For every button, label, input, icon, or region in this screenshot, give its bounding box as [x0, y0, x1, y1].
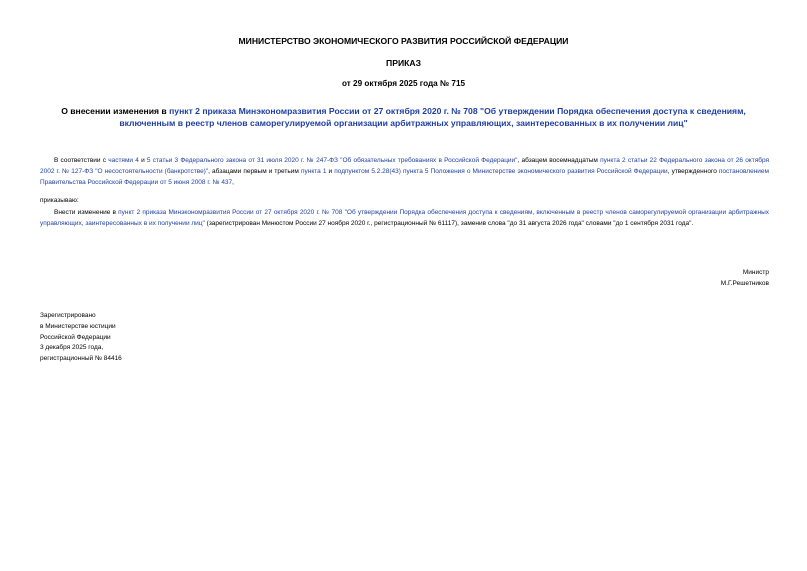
basis-link-1[interactable]: частями 4: [108, 157, 139, 164]
amend-text-1: Внести изменение в: [54, 209, 119, 216]
registration-line-5: регистрационный № 84416: [40, 355, 122, 363]
basis-text-4: , абзацами первым и третьим: [208, 167, 301, 175]
ministry-heading: МИНИСТЕРСТВО ЭКОНОМИЧЕСКОГО РАЗВИТИЯ РОССИЙСКОЙ ФЕДЕРАЦИИ: [238, 36, 569, 46]
registration-line-1: Зарегистрировано: [40, 312, 96, 319]
registration-line-4: 3 декабря 2025 года,: [40, 344, 104, 352]
basis-link-4[interactable]: пункта 1: [300, 167, 327, 175]
basis-link-6[interactable]: постановлением Правительства Российской Федерации от 5 июня 2008 г. № 437: [40, 167, 769, 186]
signer-name: М.Г.Решетников: [720, 279, 769, 287]
title-link[interactable]: пункт 2 приказа Минэкономразвития России от 27 октября 2020 г. № 708 "Об утверждении Порядка обеспечения доступа к сведениям, включенным в реестр членов саморегулируемой организации арбитражных управляющих, заинтересованных в их получении лиц": [119, 106, 746, 128]
basis-link-2[interactable]: 5 статьи 3 Федерального закона от 31 июля 2020 г. № 247-ФЗ "Об обязательных требованиях в Российской Федерации": [146, 157, 518, 164]
basis-text-2: и: [138, 157, 147, 164]
order-date: от 29 октября 2025 года № 715: [341, 79, 466, 88]
registration-line-2: в Министерстве юстиции: [40, 322, 116, 330]
amend-link-1[interactable]: пункт 2 приказа Минэкономразвития России от 27 октября 2020 г. № 708 "Об утверждении Порядка обеспечения доступа к сведениям, включенным в реестр членов саморегулируемой организации арбитражных управляющих, заинтересованных в их получении лиц": [40, 209, 769, 227]
basis-link-3[interactable]: пункта 2 статьи 22 Федерального закона от 26 октября 2002 г. № 127-ФЗ "О несостоятельности (банкротстве)": [40, 157, 770, 175]
basis-text-6: , утвержденного: [667, 167, 719, 175]
amendment-paragraph: [40, 208, 769, 230]
legal-basis-paragraph: [40, 156, 769, 188]
registration-block: [40, 311, 122, 365]
order-heading: ПРИКАЗ: [386, 58, 421, 68]
basis-text-3: , абзацем восемнадцатым: [517, 157, 601, 164]
basis-text-1: В соответствии с: [54, 157, 109, 164]
basis-text-5: и: [326, 167, 335, 175]
signer-position: Министр: [742, 269, 769, 276]
signature-block: [721, 268, 769, 290]
registration-line-3: Российской Федерации: [40, 333, 111, 341]
order-word-paragraph: приказываю:: [40, 197, 79, 204]
basis-link-5[interactable]: подпунктом 5.2.28(43) пункта 5 Положения о Министерстве экономического развития Российской Федерации: [334, 167, 668, 175]
amend-text-2: (зарегистрирован Минюстом России 27 ноября 2020 г., регистрационный № 61117), заменив слова "до 31 августа 2026 года" словами "до 1 сентября 2031 года".: [204, 219, 694, 227]
document-title: [48, 105, 759, 129]
title-prefix: О внесении изменения в: [61, 106, 170, 116]
basis-text-7: ,: [232, 178, 234, 186]
